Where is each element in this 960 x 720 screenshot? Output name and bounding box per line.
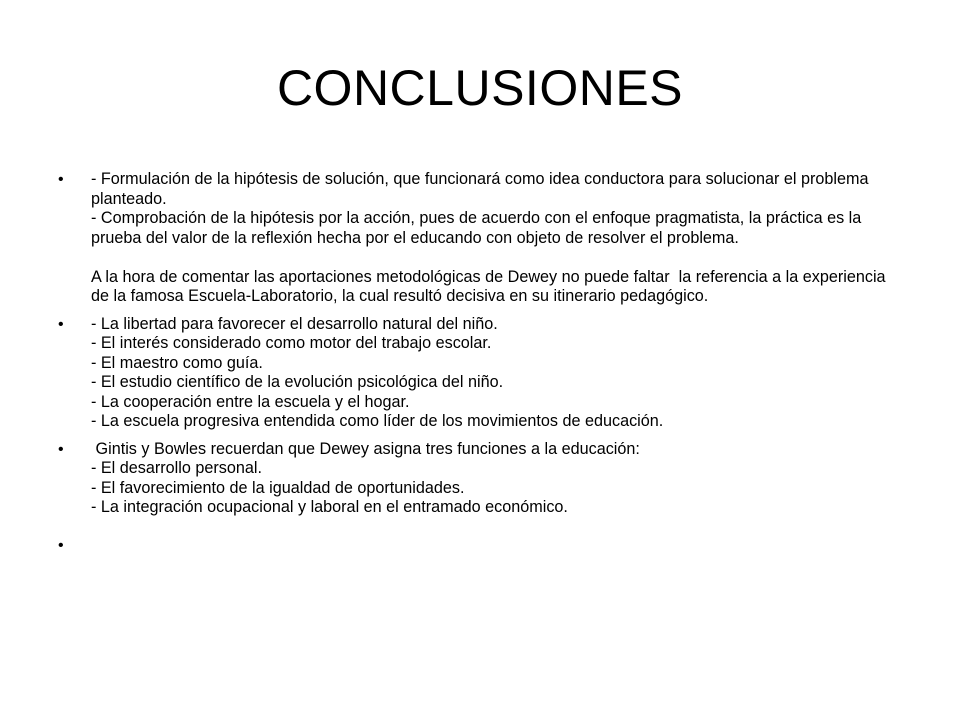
bullet-line: - La cooperación entre la escuela y el hogar. [91, 392, 410, 411]
bullet-line: - El favorecimiento de la igualdad de oportunidades. [91, 478, 465, 497]
slide-title: CONCLUSIONES [276, 60, 684, 116]
bullet-paragraph: - Formulación de la hipótesis de solución, que funcionará como idea conductora para solucionar el problema planteado. [91, 170, 873, 208]
bullet-paragraph: - Comprobación de la hipótesis por la acción, pues de acuerdo con el enfoque pragmatista, la práctica es la prueba del valor de la reflexión hecha por el educando con objeto de resolver el problema. [91, 209, 866, 247]
bullet-line: - La integración ocupacional y laboral en el entramado económico. [91, 498, 568, 516]
bullet-line: - La escuela progresiva entendida como líder de los movimientos de educación. [91, 412, 664, 430]
bullet-line: - El desarrollo personal. [91, 459, 262, 477]
bullet-line: - La libertad para favorecer el desarrollo natural del niño. [91, 314, 498, 333]
bullet-line: Gintis y Bowles recuerdan que Dewey asigna tres funciones a la educación: [91, 439, 640, 458]
bullet-line: - El estudio científico de la evolución psicológica del niño. [91, 373, 504, 391]
bullet-line: - El interés considerado como motor del trabajo escolar. [91, 334, 492, 352]
paragraph-spacer [91, 248, 908, 268]
bullet-dot-icon: • [58, 440, 64, 458]
bullet-item-functions [58, 440, 908, 518]
bullet-dot-icon: • [58, 171, 64, 188]
bullet-paragraph: A la hora de comentar las aportaciones metodológicas de Dewey no puede faltar la referencia a la experiencia de la famosa Escuela-Laboratorio, la cual resultó decisiva en su itinerario pedagógico. [91, 267, 891, 305]
bullet-list [58, 170, 908, 563]
bullet-dot-icon: • [58, 315, 64, 333]
bullet-item-principles [58, 315, 908, 432]
bullet-empty-line [91, 536, 908, 556]
bullet-line: - El maestro como guía. [91, 353, 263, 372]
bullet-item-empty [58, 536, 908, 556]
bullet-item-methodology [58, 170, 908, 307]
bullet-dot-icon: • [58, 536, 64, 554]
